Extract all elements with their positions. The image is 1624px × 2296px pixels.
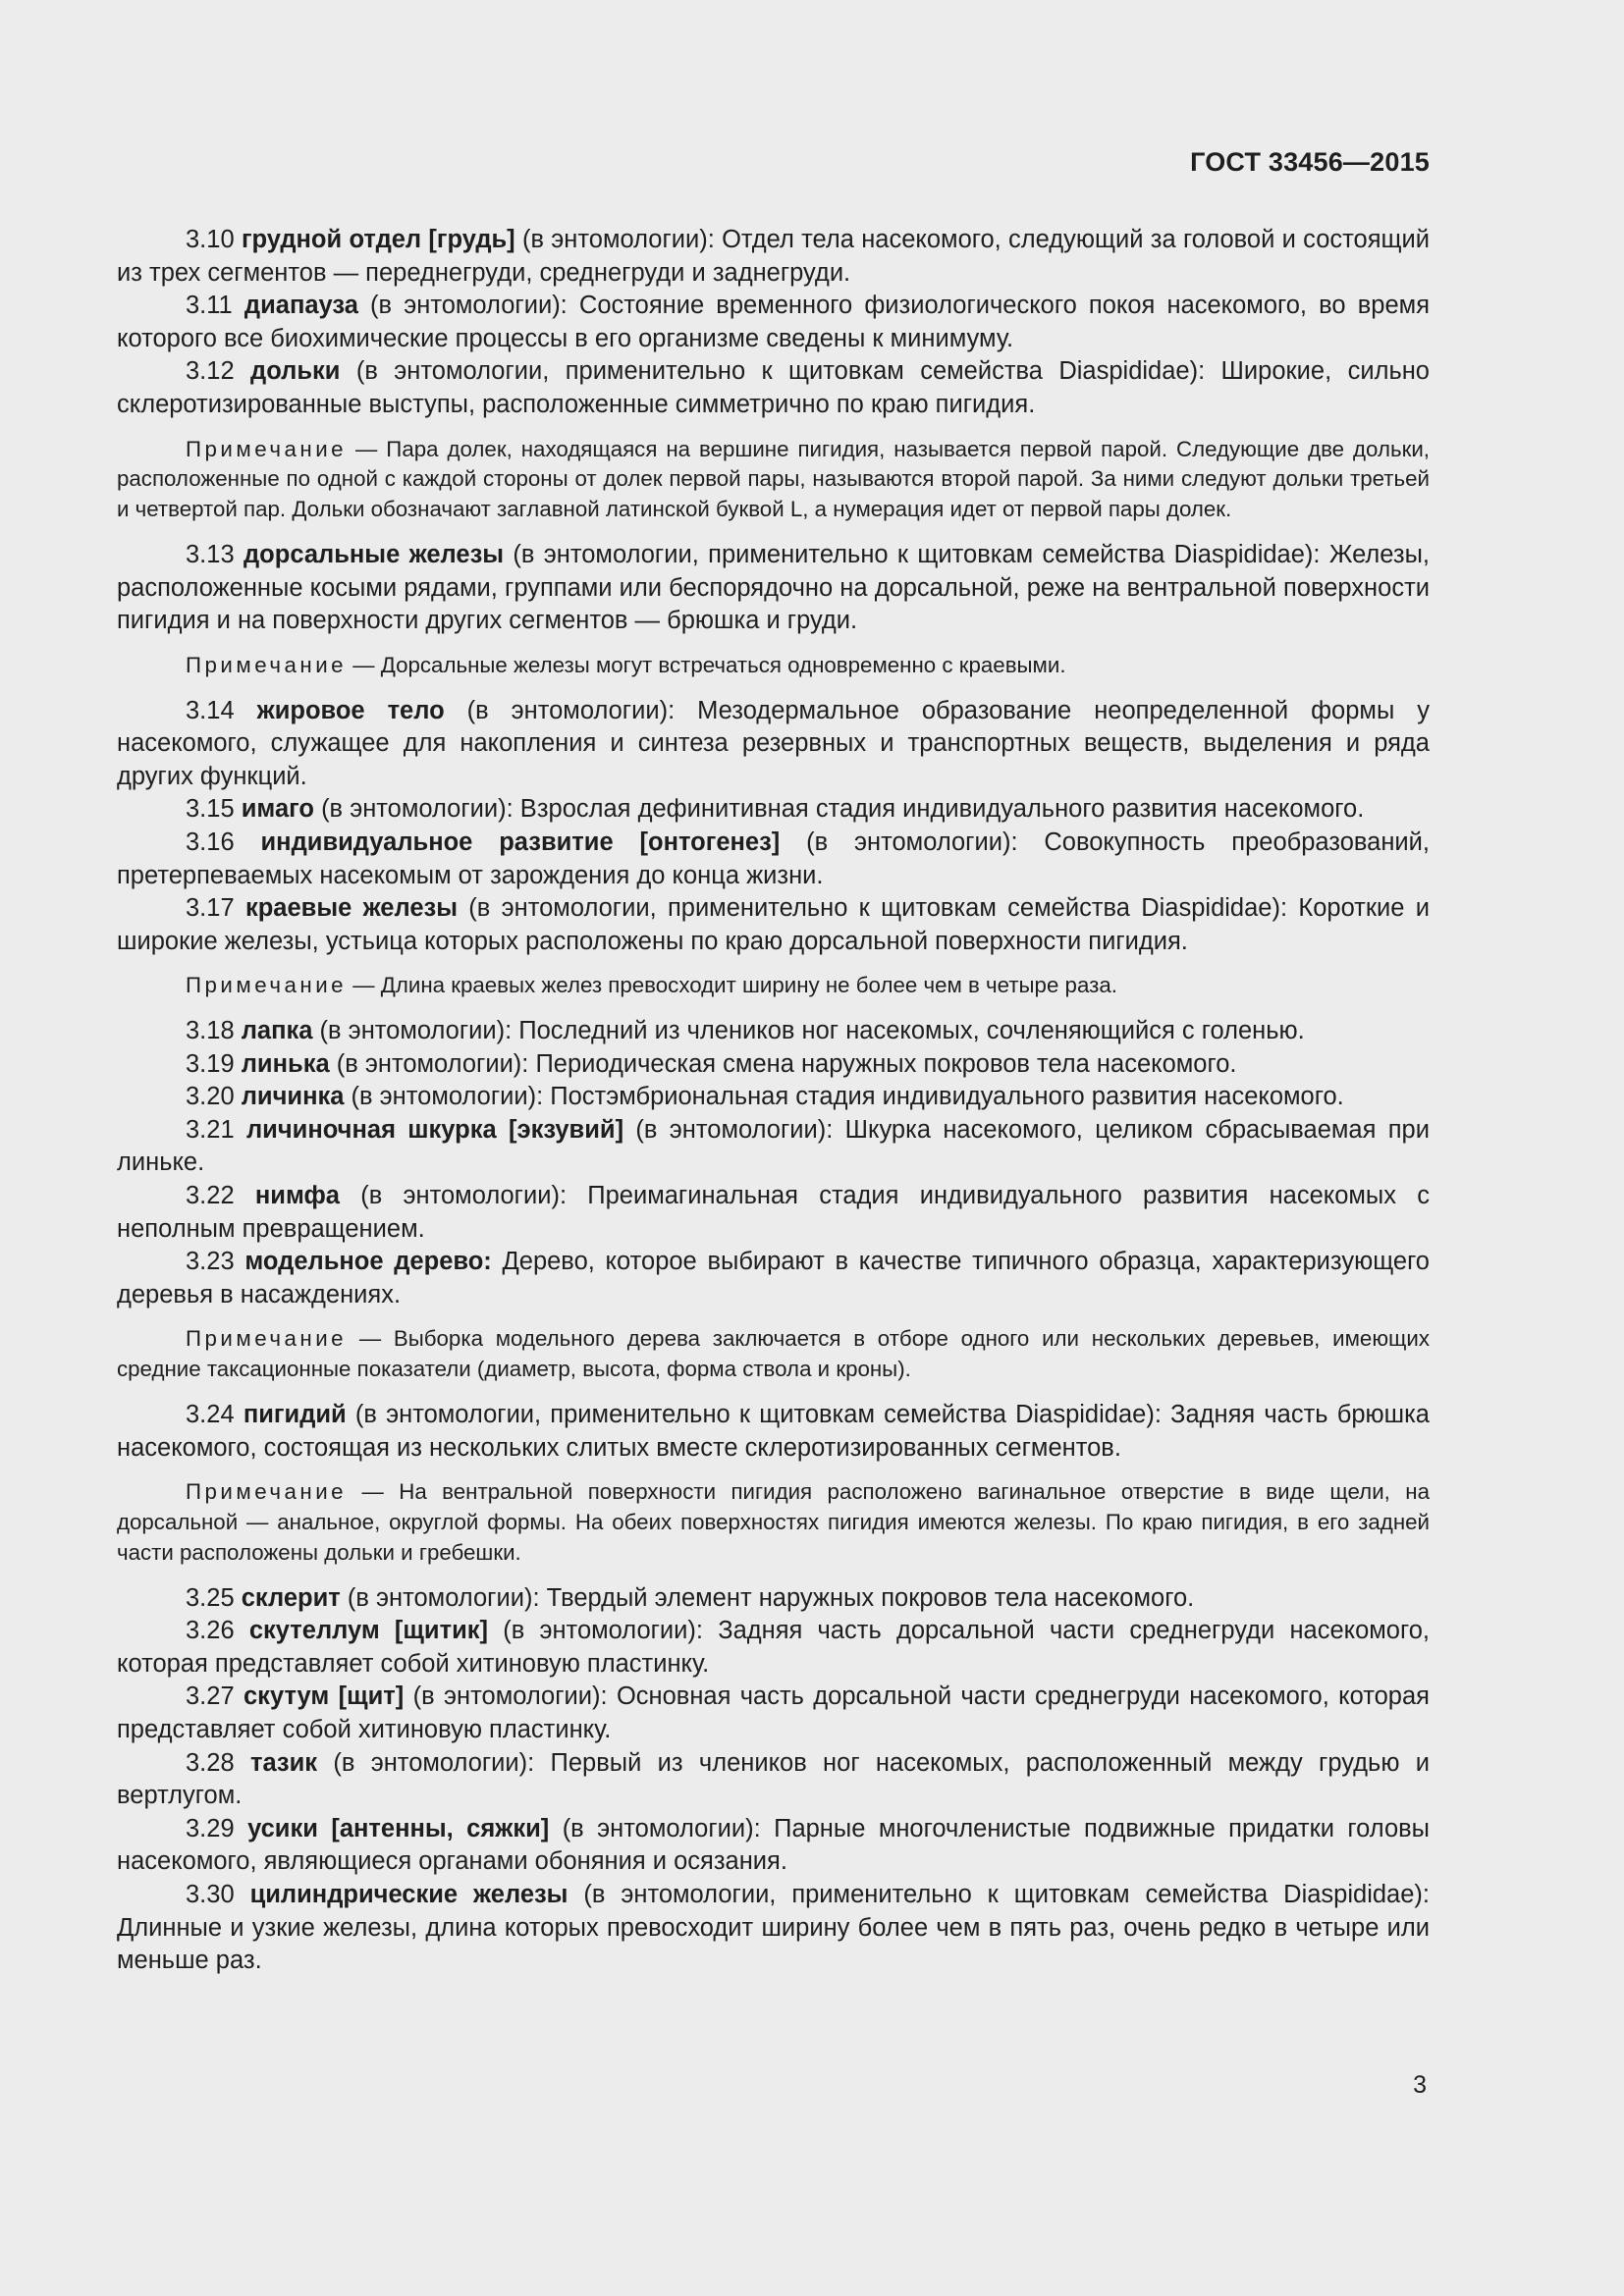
term-entry (117, 539, 1430, 638)
term-definition: (в энтомологии): Совокупность преобразований, претерпеваемых насекомым от зарождения до конца жизни. (117, 828, 1430, 889)
term-entry (117, 1246, 1430, 1311)
term-number: 3.24 (186, 1401, 235, 1429)
note (117, 1477, 1430, 1568)
term-definition: (в энтомологии): Преимагинальная стадия индивидуального развития насекомых с неполным превращением. (117, 1182, 1430, 1243)
note-label: Примечание (186, 1479, 348, 1505)
term-entry (117, 1114, 1430, 1180)
term-number: 3.28 (186, 1748, 235, 1777)
term-number: 3.18 (186, 1017, 235, 1045)
term-number: 3.14 (186, 696, 235, 724)
term-definition: (в энтомологии): Парные многочленистые подвижные придатки головы насекомого, являющиеся органами обоняния и осязания. (117, 1814, 1431, 1876)
term-number: 3.15 (186, 795, 235, 824)
term-number: 3.10 (186, 226, 235, 253)
term-name: личинка (241, 1083, 345, 1111)
term-name: цилиндрические железы (249, 1880, 568, 1908)
term-number: 3.16 (186, 828, 235, 856)
term-definition: Дерево, которое выбирают в качестве типичного образца, характеризующего деревья в насаждениях. (117, 1248, 1430, 1308)
term-number: 3.21 (186, 1115, 235, 1144)
term-name: индивидуальное развитие [онтогенез] (260, 828, 781, 856)
term-name: нимфа (254, 1182, 340, 1210)
term-definition: (в энтомологии): Постэмбриональная стадия индивидуального развития насекомого. (344, 1083, 1344, 1111)
term-entry (117, 1615, 1430, 1681)
term-name: дорсальные железы (244, 540, 505, 568)
term-entry (117, 1015, 1430, 1048)
note (117, 971, 1430, 1001)
document-header: ГОСТ 33456—2015 (1190, 147, 1430, 177)
term-definition: (в энтомологии): Отдел тела насекомого, следующий за головой и состоящий из трех сегментов — переднегруди, среднегруди и заднегруди. (117, 226, 1430, 287)
note-text: — Пара долек, находящаяся на вершине пигидия, называется первой парой. Следующие две дольки, расположенные по одной с каждой стороны от долек первой пары, называются второй парой. За ними следуют дольки третьей и четвертой пар. Дольки обозначают заглавной латинской буквой L, а нумерация идет от первой пары долек. (117, 436, 1430, 522)
term-definition: (в энтомологии): Задняя часть дорсальной части среднегруди насекомого, которая представляет собой хитиновую пластинку. (117, 1617, 1430, 1678)
term-name: линька (241, 1049, 330, 1078)
term-number: 3.17 (186, 894, 235, 923)
term-name: жировое тело (256, 696, 445, 724)
term-definition: (в энтомологии, применительно к щитовкам семейства Diaspididae): Широкие, сильно склеротизированные выступы, расположенные симметрично по краю пигидия. (117, 357, 1430, 418)
term-name: краевые железы (244, 894, 458, 923)
page-number: 3 (1413, 2071, 1427, 2099)
term-number: 3.20 (186, 1083, 235, 1111)
term-entry (117, 1081, 1430, 1114)
term-name: грудной отдел [грудь] (241, 226, 515, 253)
note-text: — Дорсальные железы могут встречаться одновременно с краевыми. (347, 652, 1066, 677)
term-name: скутеллум [щитик] (248, 1617, 489, 1645)
term-name: усики [антенны, сяжки] (247, 1814, 550, 1842)
note-label: Примечание (186, 436, 348, 461)
note-text: — Выборка модельного дерева заключается в отборе одного или нескольких деревьев, имеющих средние таксационные показатели (диаметр, высота, форма ствола и кроны). (117, 1326, 1430, 1382)
term-definition: (в энтомологии, применительно к щитовкам семейства Diaspididae): Железы, расположенные косыми рядами, группами или беспорядочно на дорсальной, реже на вентральной поверхности пигидия и на поверхности других сегментов — брюшка и груди. (117, 540, 1431, 635)
term-definition: (в энтомологии): Шкурка насекомого, целиком сбрасываемая при линьке. (117, 1115, 1430, 1177)
term-number: 3.12 (186, 357, 235, 386)
term-definition: (в энтомологии): Состояние временного физиологического покоя насекомого, во время которого все биохимические процессы в его организме сведены к минимуму. (117, 292, 1431, 352)
term-name: пигидий (243, 1401, 347, 1429)
term-name: склерит (241, 1583, 341, 1612)
term-number: 3.22 (186, 1182, 235, 1210)
term-number: 3.13 (186, 540, 235, 568)
term-definition: (в энтомологии, применительно к щитовкам семейства Diaspididae): Задняя часть брюшка насекомого, состоящая из нескольких слитых вместе склеротизированных сегментов. (117, 1401, 1430, 1462)
note (117, 1324, 1430, 1385)
term-number: 3.11 (186, 292, 233, 320)
term-entry (117, 892, 1430, 958)
term-entry (117, 1747, 1430, 1813)
term-definition: (в энтомологии, применительно к щитовкам семейства Diaspididae): Короткие и широкие железы, устьица которых расположены по краю дорсальной поверхности пигидия. (117, 894, 1430, 955)
note-text: — Длина краевых желез превосходит ширину не более чем в четыре раза. (347, 973, 1117, 998)
term-entry (117, 1180, 1430, 1246)
note (117, 435, 1430, 525)
term-definition: (в энтомологии): Взрослая дефинитивная стадия индивидуального развития насекомого. (313, 795, 1365, 824)
term-entry (117, 355, 1430, 421)
term-number: 3.19 (186, 1049, 235, 1078)
term-name: лапка (241, 1017, 313, 1045)
term-name: диапауза (244, 292, 358, 320)
term-entry (117, 1681, 1430, 1746)
term-definition: (в энтомологии): Мезодермальное образование неопределенной формы у насекомого, служащее для накопления и синтеза резервных и транспортных веществ, выделения и ряда других функций. (117, 696, 1430, 790)
term-definition: (в энтомологии): Периодическая смена наружных покровов тела насекомого. (329, 1049, 1237, 1078)
note-label: Примечание (186, 652, 348, 677)
term-name: дольки (250, 357, 341, 386)
document-body (117, 224, 1430, 1978)
note-text: — На вентральной поверхности пигидия расположено вагинальное отверстие в виде щели, на дорсальной — анальное, округлой формы. На обеих поверхностях пигидия имеются железы. По краю пигидия, в его задней части расположены дольки и гребешки. (117, 1479, 1430, 1565)
term-number: 3.25 (186, 1583, 235, 1612)
term-entry (117, 793, 1430, 827)
term-entry (117, 1582, 1430, 1616)
note-label: Примечание (186, 973, 348, 998)
term-entry (117, 290, 1430, 355)
term-definition: (в энтомологии): Последний из члеников ног насекомых, сочленяющийся с голенью. (312, 1017, 1305, 1045)
term-entry (117, 1399, 1430, 1465)
term-name: личиночная шкурка [экзувий] (245, 1115, 624, 1144)
term-definition: (в энтомологии): Основная часть дорсальной части среднегруди насекомого, которая представляет собой хитиновую пластинку. (117, 1682, 1430, 1743)
term-name: имаго (241, 795, 314, 824)
term-entry (117, 1813, 1430, 1879)
term-name: скутум [щит] (244, 1682, 405, 1711)
term-definition: (в энтомологии, применительно к щитовкам семейства Diaspididae): Длинные и узкие железы, длина которых превосходит ширину более чем в пять раз, очень редко в четыре или меньше раз. (117, 1880, 1430, 1975)
term-name: тазик (249, 1748, 318, 1777)
note-label: Примечание (186, 1326, 348, 1352)
term-definition: (в энтомологии): Первый из члеников ног насекомых, расположенный между грудью и вертлугом. (117, 1748, 1430, 1810)
term-entry (117, 1879, 1430, 1978)
term-entry (117, 224, 1430, 290)
term-name: модельное дерево: (244, 1248, 492, 1276)
term-entry (117, 827, 1430, 892)
term-number: 3.27 (186, 1682, 235, 1711)
term-number: 3.29 (186, 1814, 235, 1842)
term-definition: (в энтомологии): Твердый элемент наружных покровов тела насекомого. (340, 1583, 1195, 1612)
term-entry (117, 1048, 1430, 1082)
term-number: 3.23 (186, 1248, 235, 1276)
term-number: 3.30 (186, 1880, 235, 1908)
term-number: 3.26 (186, 1617, 235, 1645)
note (117, 651, 1430, 681)
term-entry (117, 695, 1430, 794)
